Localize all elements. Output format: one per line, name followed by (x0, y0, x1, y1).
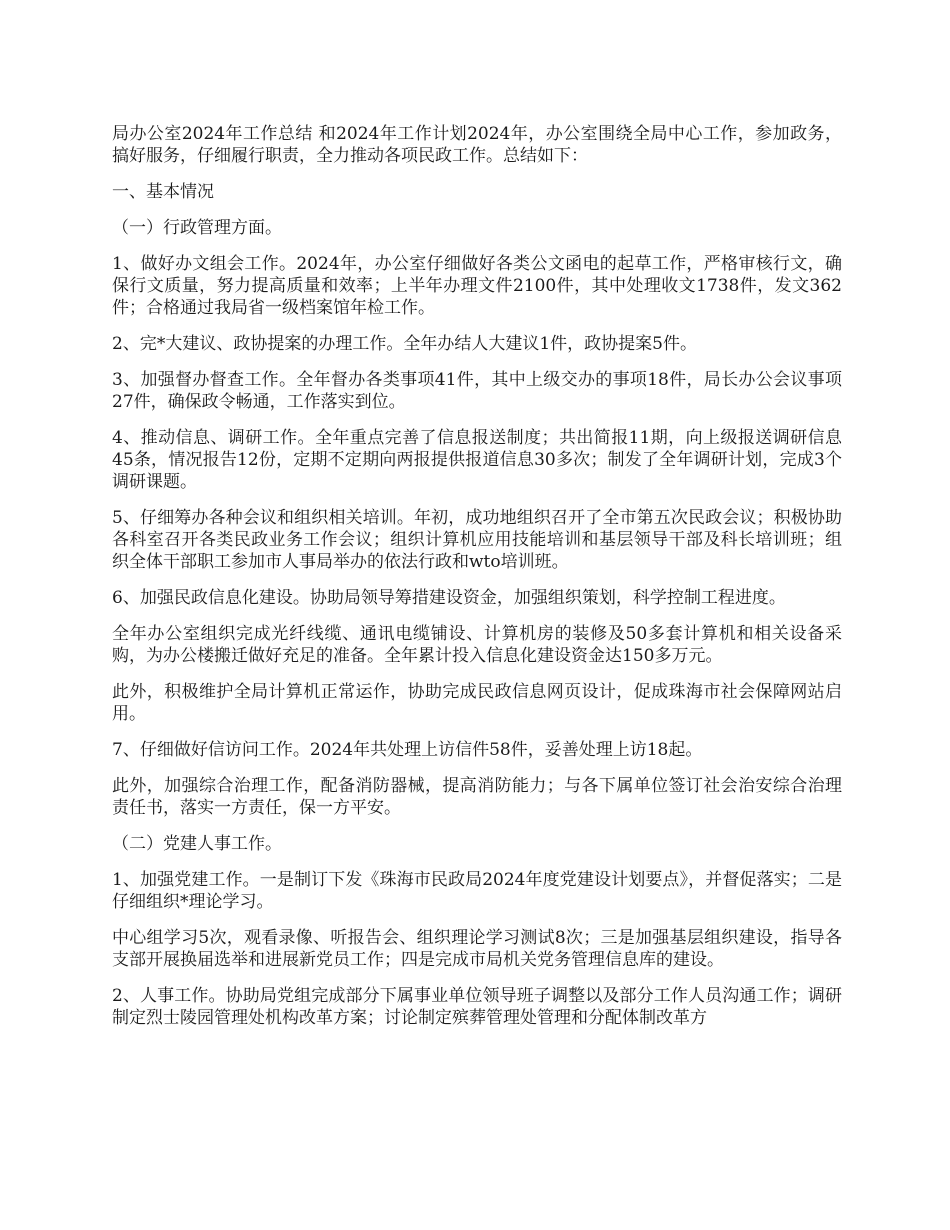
subsection-heading-admin: （一）行政管理方面。 (112, 218, 282, 238)
paragraph-party-1-cont: 中心组学习5次，观看录像、听报告会、组织理论学习测试8次；三是加强基层组织建设，指导各支部开展换届选举和进展新党员工作；四是完成市局机关党务管理信息库的建设。 (112, 928, 842, 970)
paragraph-admin-6: 6、加强民政信息化建设。协助局领导筹措建设资金，加强组织策划，科学控制工程进度。 (112, 588, 786, 608)
paragraph-party-2: 2、人事工作。协助局党组完成部分下属事业单位领导班子调整以及部分工作人员沟通工作；调研制定烈士陵园管理处机构改革方案；讨论制定殡葬管理处管理和分配体制改革方 (112, 986, 842, 1028)
paragraph-admin-7-extra: 此外，加强综合治理工作，配备消防器械，提高消防能力；与各下属单位签订社会治安综合治理责任书，落实一方责任，保一方平安。 (112, 776, 842, 818)
paragraph-admin-6-cont: 全年办公室组织完成光纤线缆、通讯电缆铺设、计算机房的装修及50多套计算机和相关设备采购，为办公楼搬迁做好充足的准备。全年累计投入信息化建设资金达150多万元。 (112, 624, 842, 666)
paragraph-admin-4: 4、推动信息、调研工作。全年重点完善了信息报送制度；共出简报11期，向上级报送调研信息45条，情况报告12份，定期不定期向两报提供报道信息30多次；制发了全年调研计划，完成3个调研课题。 (112, 428, 842, 492)
paragraph-admin-3: 3、加强督办督查工作。全年督办各类事项41件，其中上级交办的事项18件，局长办公会议事项27件，确保政令畅通，工作落实到位。 (112, 370, 842, 412)
paragraph-admin-2: 2、完*大建议、政协提案的办理工作。全年办结人大建议1件，政协提案5件。 (112, 334, 697, 354)
paragraph-admin-1: 1、做好办文组会工作。2024年，办公室仔细做好各类公文函电的起草工作，严格审核行文，确保行文质量，努力提高质量和效率；上半年办理文件2100件，其中处理收文1738件，发文362件；合格通过我局省一级档案馆年检工作。 (112, 254, 842, 318)
paragraph-admin-5: 5、仔细筹办各种会议和组织相关培训。年初，成功地组织召开了全市第五次民政会议；积极协助各科室召开各类民政业务工作会议；组织计算机应用技能培训和基层领导干部及科长培训班；组织全体干部职工参加市人事局举办的依法行政和wto培训班。 (112, 508, 842, 572)
section-heading-basic-situation: 一、基本情况 (112, 182, 214, 202)
paragraph-party-1: 1、加强党建工作。一是制订下发《珠海市民政局2024年度党建设计划要点》，并督促落实；二是仔细组织*理论学习。 (112, 870, 842, 912)
subsection-heading-party: （二）党建人事工作。 (112, 834, 282, 854)
paragraph-admin-7: 7、仔细做好信访问工作。2024年共处理上访信件58件，妥善处理上访18起。 (112, 740, 703, 760)
paragraph-admin-6-extra: 此外，积极维护全局计算机正常运作，协助完成民政信息网页设计，促成珠海市社会保障网站启用。 (112, 682, 842, 724)
intro-paragraph: 局办公室2024年工作总结 和2024年工作计划2024年，办公室围绕全局中心工作，参加政务，搞好服务，仔细履行职责，全力推动各项民政工作。总结如下： (112, 124, 842, 166)
